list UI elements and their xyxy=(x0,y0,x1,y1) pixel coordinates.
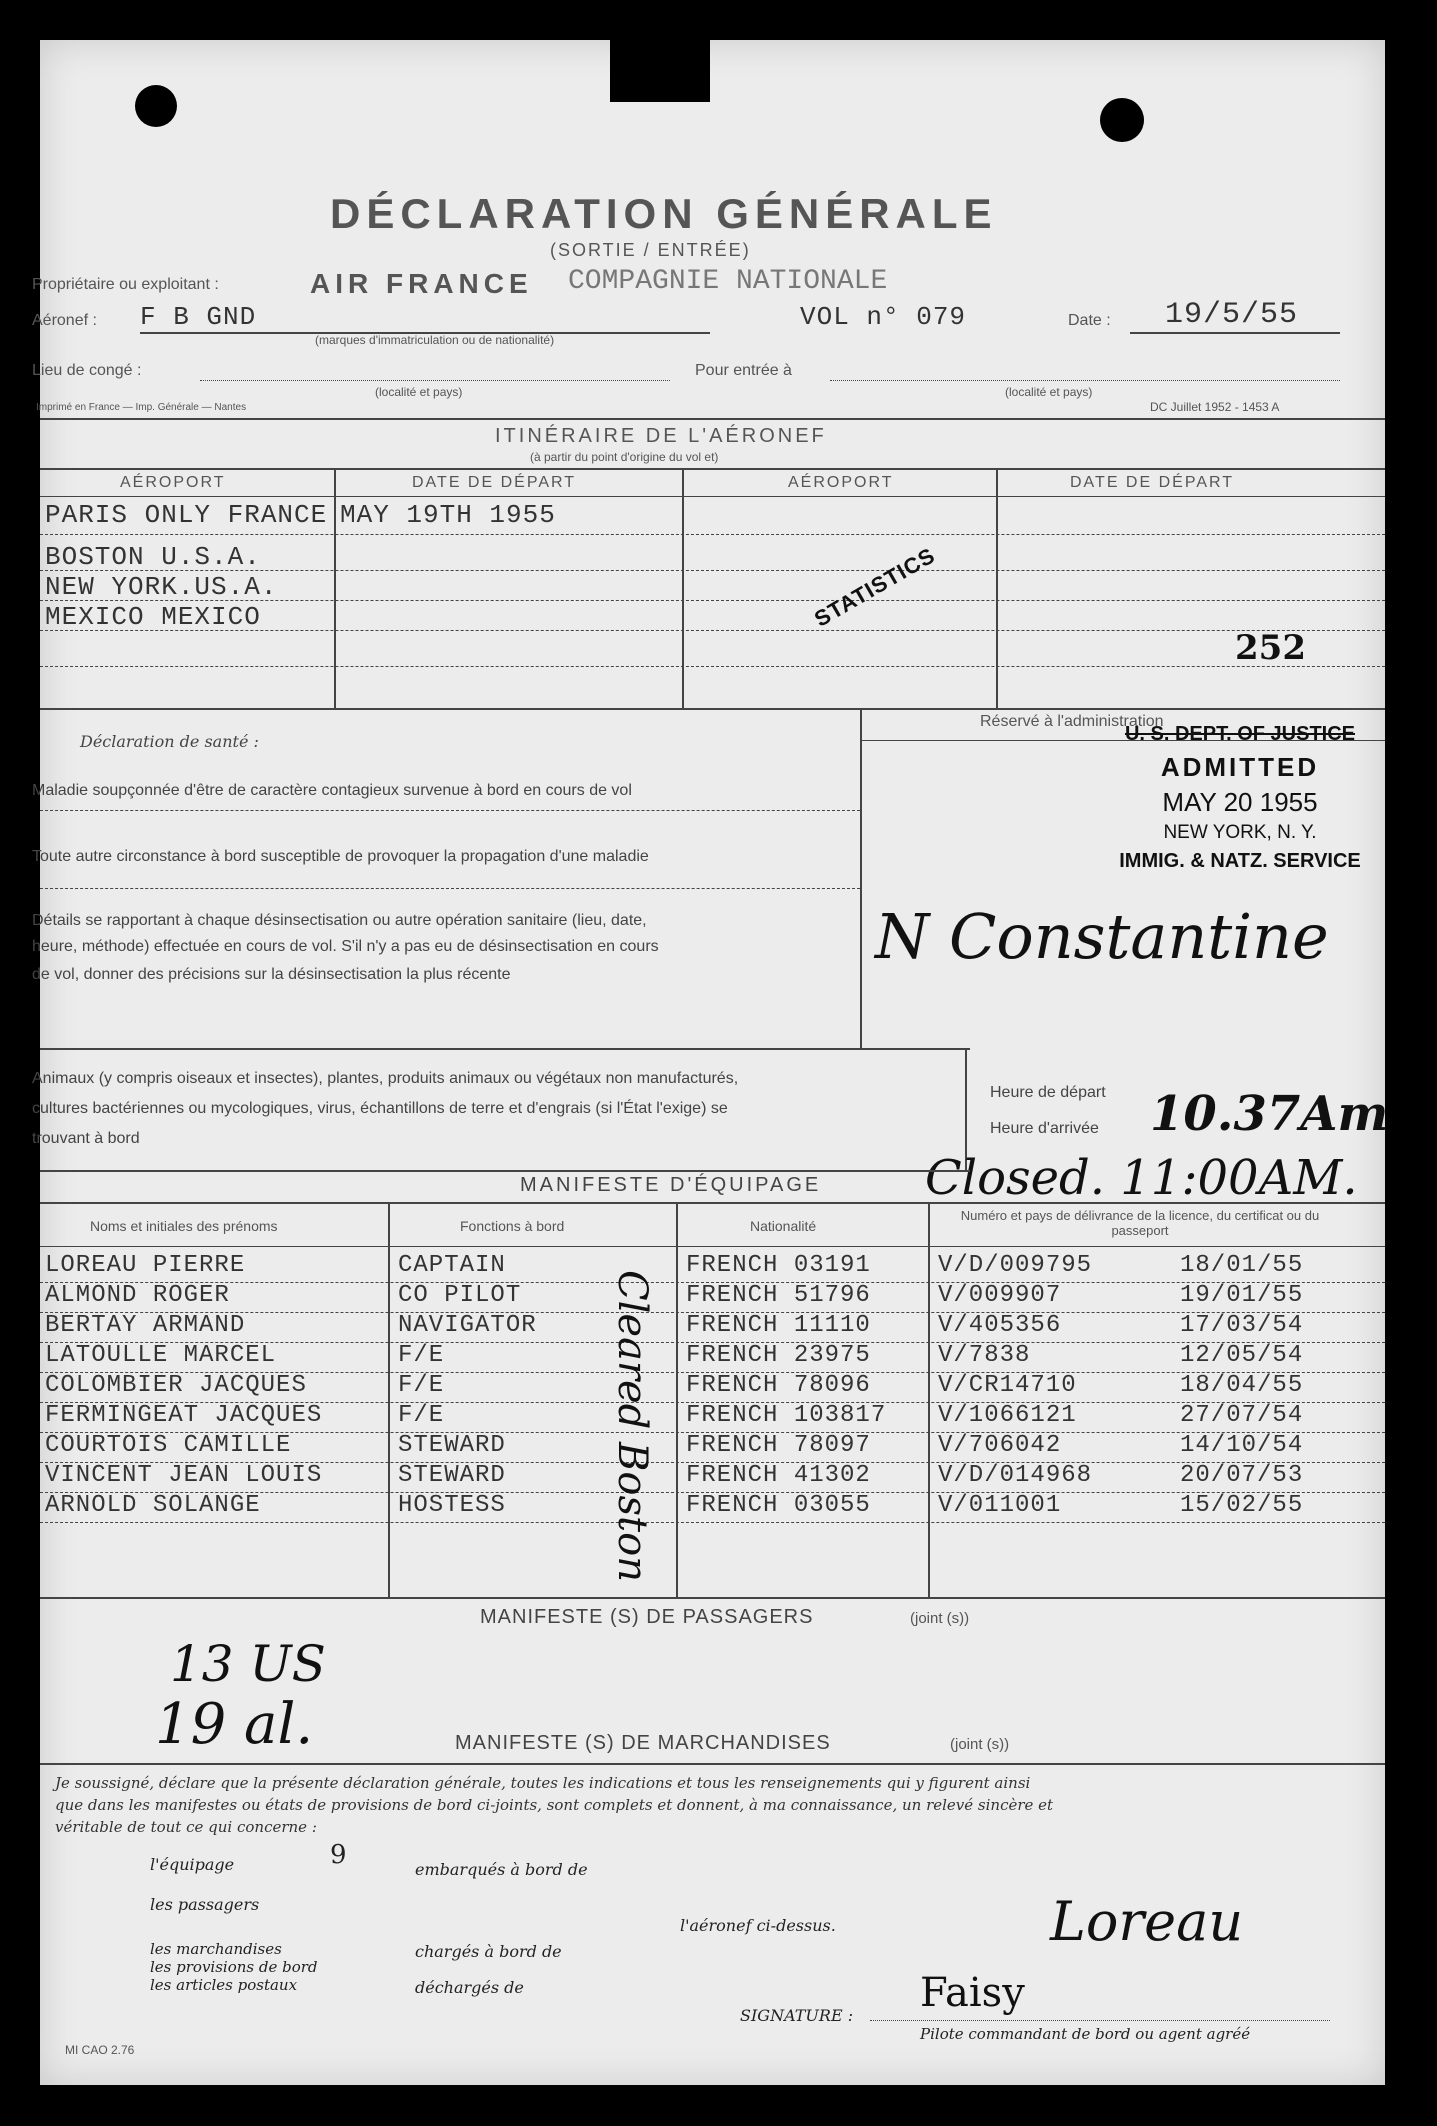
signer-note: Pilote commandant de bord ou agent agréé xyxy=(920,2025,1251,2043)
crew-nationality: FRENCH 11110 xyxy=(686,1312,871,1339)
crew-license-date: 18/01/55 xyxy=(1180,1252,1304,1279)
signature-label: SIGNATURE : xyxy=(740,2006,854,2025)
crew-license: V/009907 xyxy=(938,1282,1062,1309)
date-label: Date : xyxy=(1068,312,1111,329)
declaration-text-3: véritable de tout ce qui concerne : xyxy=(55,1818,317,1836)
declaration-passengers-label: les passagers xyxy=(150,1895,260,1914)
crew-function: F/E xyxy=(398,1342,445,1369)
health-title: Déclaration de santé : xyxy=(80,732,259,751)
flight-number: VOL n° 079 xyxy=(800,302,967,332)
document-page xyxy=(32,40,1389,2085)
crew-license: V/706042 xyxy=(938,1432,1062,1459)
departure-place-label: Lieu de congé : xyxy=(32,362,142,379)
animals-line-b: cultures bactériennes ou mycologiques, virus, échantillons de terre et d'engrais (si l'État l'exige) se xyxy=(32,1100,728,1117)
crew-license: V/CR14710 xyxy=(938,1372,1077,1399)
crew-license-date: 27/07/54 xyxy=(1180,1402,1304,1429)
crew-name: BERTAY ARMAND xyxy=(45,1312,246,1339)
crew-name: LATOULLE MARCEL xyxy=(45,1342,277,1369)
crew-license: V/D/014968 xyxy=(938,1462,1093,1489)
crew-license: V/1066121 xyxy=(938,1402,1077,1429)
stamp-location: NEW YORK, N. Y. xyxy=(1163,822,1317,843)
itinerary-title: ITINÉRAIRE DE L'AÉRONEF xyxy=(495,425,827,447)
statistics-stamp: STATISTICS xyxy=(810,542,940,632)
crew-license-date: 20/07/53 xyxy=(1180,1462,1304,1489)
crew-nationality: FRENCH 78097 xyxy=(686,1432,871,1459)
crew-license: V/D/009795 xyxy=(938,1252,1093,1279)
punch-hole-right xyxy=(1100,98,1144,142)
crew-nationality: FRENCH 23975 xyxy=(686,1342,871,1369)
itinerary-row: MEXICO MEXICO xyxy=(45,602,261,632)
date-value: 19/5/55 xyxy=(1165,298,1299,332)
crew-name: VINCENT JEAN LOUIS xyxy=(45,1462,323,1489)
crew-col-license: Numéro et pays de délivrance de la licence, du certificat ou du passeport xyxy=(960,1208,1320,1238)
crew-license: V/011001 xyxy=(938,1492,1062,1519)
health-line-1: Maladie soupçonnée d'être de caractère contagieux survenue à bord en cours de vol xyxy=(32,782,632,799)
crew-license-date: 15/02/55 xyxy=(1180,1492,1304,1519)
itinerary-row: PARIS ONLY FRANCE xyxy=(45,500,328,530)
closed-note: Closed. 11:00AM. xyxy=(925,1150,1358,1206)
crew-col-function: Fonctions à bord xyxy=(460,1218,565,1234)
crew-license: V/405356 xyxy=(938,1312,1062,1339)
health-line-2: Toute autre circonstance à bord susceptible de provoquer la propagation d'une maladie xyxy=(32,848,649,865)
crew-license-date: 19/01/55 xyxy=(1180,1282,1304,1309)
itinerary-row: BOSTON U.S.A. xyxy=(45,542,261,572)
declaration-unloaded-label: déchargés de xyxy=(415,1978,524,1997)
crew-name: COLOMBIER JACQUES xyxy=(45,1372,307,1399)
crew-function: STEWARD xyxy=(398,1462,506,1489)
crew-license-date: 12/05/54 xyxy=(1180,1342,1304,1369)
crew-function: F/E xyxy=(398,1372,445,1399)
stamp-dept: U. S. DEPT. OF JUSTICE xyxy=(1124,723,1356,745)
goods-manifest-title: MANIFESTE (S) DE MARCHANDISES xyxy=(455,1732,831,1754)
animals-line-a: Animaux (y compris oiseaux et insectes), plantes, produits animaux ou végétaux non manufacturés, xyxy=(32,1070,739,1087)
crew-function: NAVIGATOR xyxy=(398,1312,537,1339)
crew-name: FERMINGEAT JACQUES xyxy=(45,1402,323,1429)
itinerary-col-airport-2: AÉROPORT xyxy=(788,474,894,491)
crew-name: COURTOIS CAMILLE xyxy=(45,1432,292,1459)
crew-function: STEWARD xyxy=(398,1432,506,1459)
entry-place-note: (localité et pays) xyxy=(1005,385,1093,399)
form-reference: DC Juillet 1952 - 1453 A xyxy=(1150,400,1280,414)
health-line-3a: Détails se rapportant à chaque désinsectisation ou autre opération sanitaire (lieu, date, xyxy=(32,912,647,929)
declaration-boarded-label: embarqués à bord de xyxy=(415,1860,588,1879)
itinerary-note: (à partir du point d'origine du vol et) xyxy=(530,450,719,464)
owner-value: AIR FRANCE xyxy=(310,268,533,299)
crew-nationality: FRENCH 03055 xyxy=(686,1492,871,1519)
top-tab-cutout xyxy=(610,40,710,102)
crew-nationality: FRENCH 41302 xyxy=(686,1462,871,1489)
departure-time-label: Heure de départ xyxy=(990,1084,1106,1101)
page-subtitle: (SORTIE / ENTRÉE) xyxy=(550,240,751,260)
registration-value: F B GND xyxy=(140,302,257,332)
printer-note: Imprimé en France — Imp. Générale — Nantes xyxy=(36,402,247,413)
crew-annotation: Cleared Boston xyxy=(609,1270,655,1582)
registration-label: Aéronef : xyxy=(32,312,97,329)
declaration-crew-count: 9 xyxy=(330,1840,347,1870)
crew-col-name: Noms et initiales des prénoms xyxy=(90,1218,278,1234)
admin-label: Réservé à l'administration xyxy=(980,713,1164,730)
animals-line-c: trouvant à bord xyxy=(32,1130,140,1147)
itinerary-col-airport: AÉROPORT xyxy=(120,474,226,491)
itinerary-row-date: MAY 19TH 1955 xyxy=(340,500,556,530)
captain-signature: Loreau xyxy=(1050,1890,1244,1953)
entry-place-label: Pour entrée à xyxy=(695,362,792,379)
crew-function: CO PILOT xyxy=(398,1282,522,1309)
crew-col-nationality: Nationalité xyxy=(750,1218,817,1234)
stamp-date: MAY 20 1955 xyxy=(1162,787,1318,817)
declaration-text-2: que dans les manifestes ou états de provisions de bord ci-joints, sont complets et donnent, à ma connaissance, un relevé sincère et xyxy=(55,1796,1054,1814)
passenger-manifest-title: MANIFESTE (S) DE PASSAGERS xyxy=(480,1606,814,1628)
crew-function: CAPTAIN xyxy=(398,1252,506,1279)
passenger-manifest-joint: (joint (s)) xyxy=(910,1610,970,1627)
declaration-loaded-label: chargés à bord de xyxy=(415,1942,562,1961)
crew-function: HOSTESS xyxy=(398,1492,506,1519)
crew-nationality: FRENCH 51796 xyxy=(686,1282,871,1309)
itinerary-col-departure-2: DATE DE DÉPART xyxy=(1070,474,1235,491)
owner-label: Propriétaire ou exploitant : xyxy=(32,276,219,293)
declaration-aircraft-label: l'aéronef ci-dessus. xyxy=(680,1916,836,1935)
arrival-time-value: 10.37Am xyxy=(1150,1086,1389,1142)
health-line-3c: de vol, donner des précisions sur la désinsectisation la plus récente xyxy=(32,966,511,983)
second-signature: Faisy xyxy=(920,1970,1025,2016)
registration-note: (marques d'immatriculation ou de nationalité) xyxy=(315,333,555,347)
admin-signature: N Constantine xyxy=(875,900,1329,973)
crew-nationality: FRENCH 03191 xyxy=(686,1252,871,1279)
crew-license-date: 14/10/54 xyxy=(1180,1432,1304,1459)
footer-reference: MI CAO 2.76 xyxy=(65,2043,135,2057)
declaration-goods-label: les marchandises xyxy=(150,1940,282,1958)
crew-license: V/7838 xyxy=(938,1342,1031,1369)
passenger-count-us: 13 US xyxy=(170,1635,326,1693)
admitted-stamp xyxy=(1090,723,1390,873)
health-line-3b: heure, méthode) effectuée en cours de vol. S'il n'y a pas eu de désinsectisation en cours xyxy=(32,938,659,955)
declaration-text-1: Je soussigné, déclare que la présente déclaration générale, toutes les indications et tous les renseignements qui y figurent ainsi xyxy=(55,1774,1031,1792)
owner-value-2: COMPAGNIE NATIONALE xyxy=(568,266,888,297)
declaration-postal-label: les articles postaux xyxy=(150,1976,298,1994)
crew-license-date: 18/04/55 xyxy=(1180,1372,1304,1399)
declaration-provisions-label: les provisions de bord xyxy=(150,1958,318,1976)
itinerary-number: 252 xyxy=(1235,628,1306,668)
punch-hole-left xyxy=(135,85,177,127)
crew-name: ARNOLD SOLANGE xyxy=(45,1492,261,1519)
page-title: DÉCLARATION GÉNÉRALE xyxy=(330,190,998,237)
crew-nationality: FRENCH 78096 xyxy=(686,1372,871,1399)
itinerary-col-departure: DATE DE DÉPART xyxy=(412,474,577,491)
crew-manifest-title: MANIFESTE D'ÉQUIPAGE xyxy=(520,1174,822,1196)
itinerary-row: NEW YORK.US.A. xyxy=(45,572,278,602)
crew-nationality: FRENCH 103817 xyxy=(686,1402,887,1429)
crew-name: ALMOND ROGER xyxy=(45,1282,230,1309)
arrival-time-label: Heure d'arrivée xyxy=(990,1120,1099,1137)
passenger-count-total: 19 al. xyxy=(155,1692,314,1757)
crew-function: F/E xyxy=(398,1402,445,1429)
goods-manifest-joint: (joint (s)) xyxy=(950,1736,1010,1753)
declaration-crew-label: l'équipage xyxy=(150,1855,235,1874)
crew-license-date: 17/03/54 xyxy=(1180,1312,1304,1339)
stamp-service: IMMIG. & NATZ. SERVICE xyxy=(1119,850,1361,872)
departure-place-note: (localité et pays) xyxy=(375,385,463,399)
crew-name: LOREAU PIERRE xyxy=(45,1252,246,1279)
stamp-admitted: ADMITTED xyxy=(1160,752,1320,782)
